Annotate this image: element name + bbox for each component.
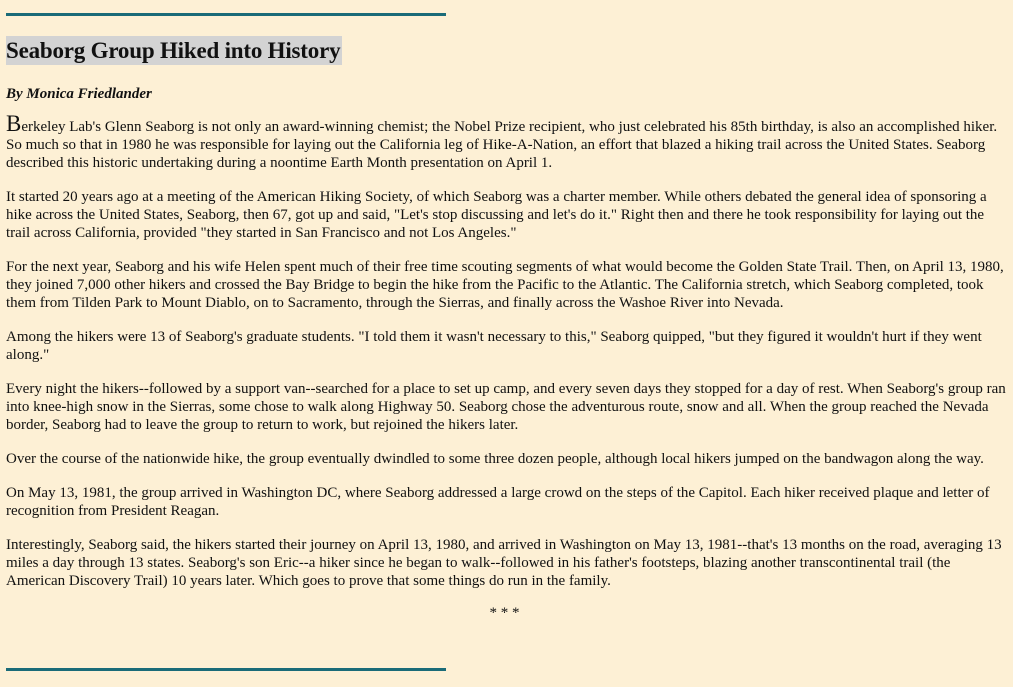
article-title: Seaborg Group Hiked into History — [6, 38, 341, 63]
paragraph-5: Every night the hikers--followed by a support van--searched for a place to set up camp, and every seven days they stopped for a day of rest. When Seaborg's group ran into knee-high snow in the Sierras, some chose to walk along Highway 50. Seaborg chose the adventurous route, snow and all. When the group reached the Nevada border, Seaborg had to leave the group to return to work, but rejoined the hikers later. — [6, 381, 1006, 433]
paragraph-1-text: erkeley Lab's Glenn Seaborg is not only an award-winning chemist; the Nobel Prize recipient, who just celebrated his 85th birthday, is also an accomplished hiker. So much so that in 1980 he was responsible for laying out the California leg of Hike-A-Nation, an effort that blazed a hiking trail across the United States. Seaborg described this historic undertaking during a noontime Earth Month presentation on April 1. — [6, 119, 998, 171]
paragraph-2: It started 20 years ago at a meeting of the American Hiking Society, of which Seaborg was a charter member. While others debated the general idea of sponsoring a hike across the United States, Seaborg, then 67, got up and said, "Let's stop discussing and let's do it." Right then and there he took responsibility for laying out the trail across California, provided "they started in San Francisco and not Los Angeles." — [6, 189, 987, 241]
paragraph-8: Interestingly, Seaborg said, the hikers started their journey on April 13, 1980, and arrived in Washington on May 13, 1981--that's 13 months on the road, averaging 13 miles a day through 13 states. Seaborg's son Eric--a hiker since he began to walk--followed in his father's footsteps, blazing another transcontinental trail (the American Discovery Trail) 10 years later. Which goes to prove that some things do run in the family. — [6, 537, 1002, 589]
top-divider — [6, 13, 446, 16]
paragraph-7: On May 13, 1981, the group arrived in Washington DC, where Seaborg addressed a large crowd on the steps of the Capitol. Each hiker received plaque and letter of recognition from President Reagan. — [6, 485, 990, 519]
paragraph-6: Over the course of the nationwide hike, the group eventually dwindled to some three dozen people, although local hikers jumped on the bandwagon along the way. — [6, 451, 984, 467]
paragraph-4: Among the hikers were 13 of Seaborg's graduate students. "I told them it wasn't necessary to this," Seaborg quipped, "but they figured it wouldn't hurt if they went along." — [6, 329, 982, 363]
paragraph-3: For the next year, Seaborg and his wife Helen spent much of their free time scouting segments of what would become the Golden State Trail. Then, on April 13, 1980, they joined 7,000 other hikers and crossed the Bay Bridge to begin the hike from the Pacific to the Atlantic. The California stretch, which Seaborg completed, took them from Tilden Park to Mount Diablo, on to Sacramento, through the Sierras, and finally across the Washoe River into Nevada. — [6, 259, 1004, 311]
paragraph-1 — [6, 111, 1006, 172]
article — [6, 36, 1006, 622]
bottom-divider — [6, 668, 446, 671]
end-mark: * * * — [489, 605, 520, 621]
drop-cap: B — [6, 111, 22, 136]
byline: By Monica Friedlander — [6, 86, 152, 102]
